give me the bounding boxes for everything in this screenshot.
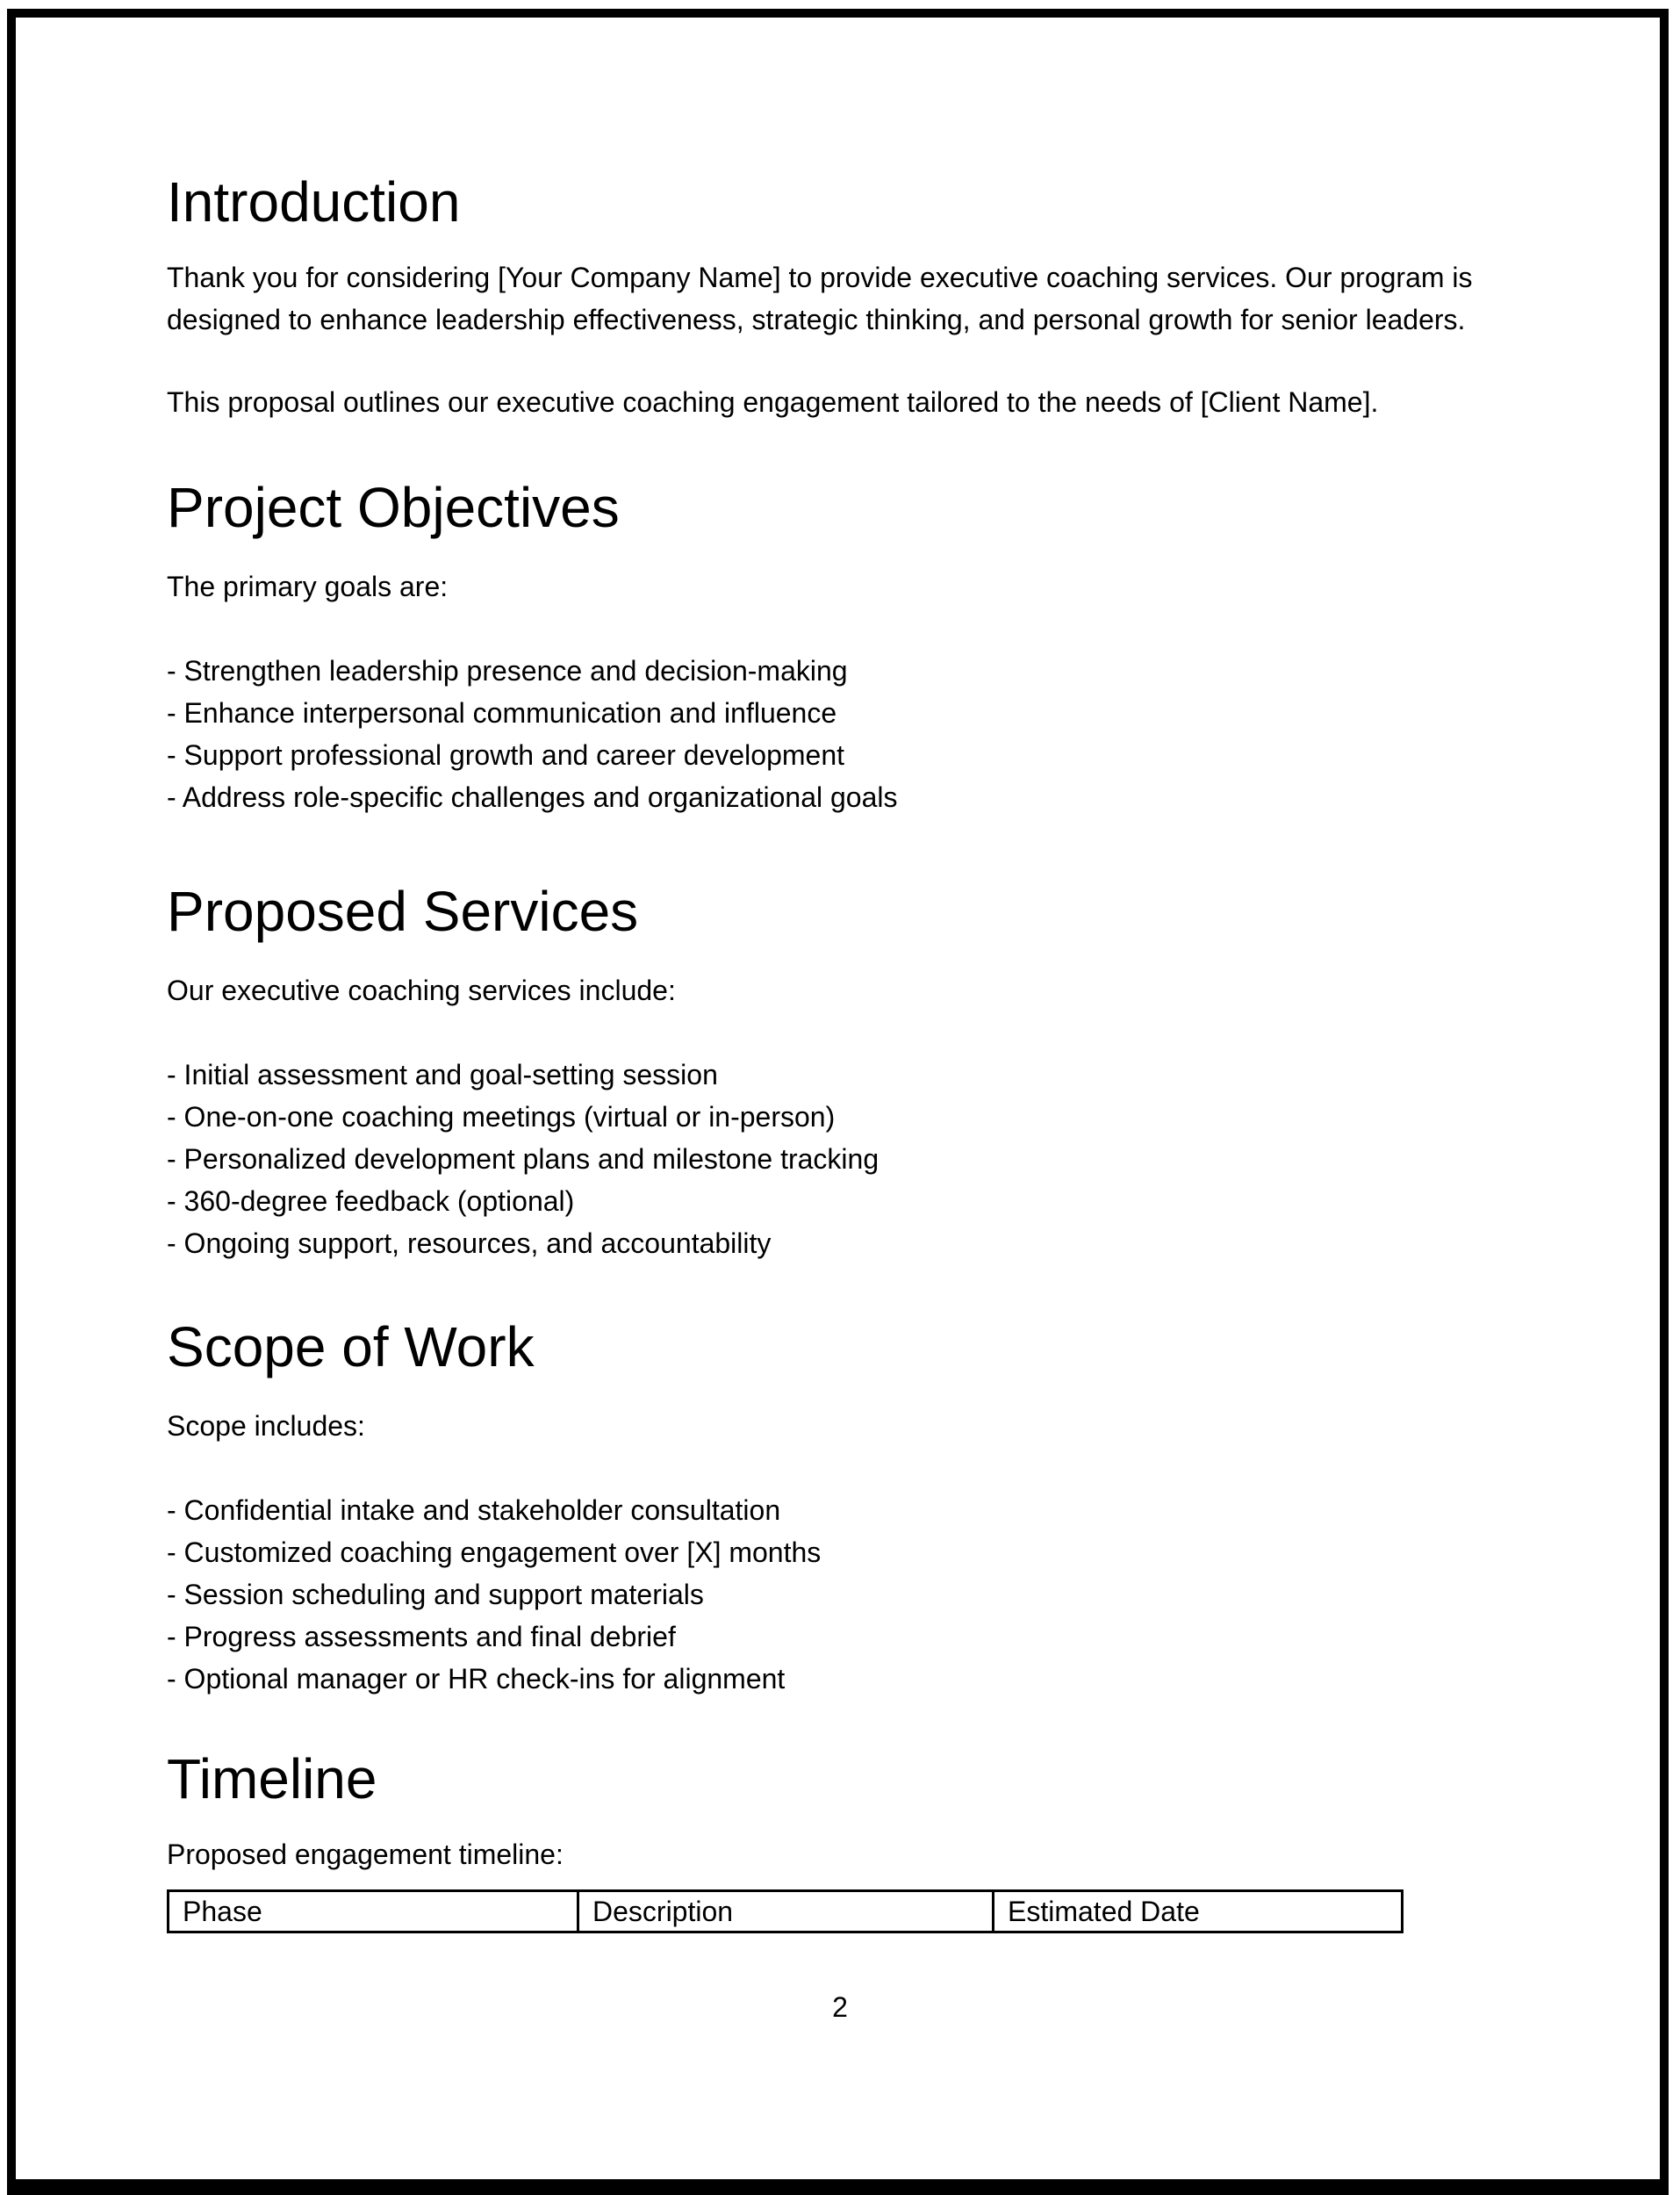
introduction-paragraph-2: This proposal outlines our executive coaching engagement tailored to the needs of [Client Name].: [167, 386, 1379, 418]
section-heading-timeline: Timeline: [167, 1747, 377, 1810]
objectives-list: [167, 650, 1513, 818]
page-number: 2: [832, 1991, 848, 2023]
list-item: - Customized coaching engagement over [X] months: [167, 1536, 822, 1568]
section-heading-scope-of-work: Scope of Work: [167, 1315, 535, 1378]
list-item: - One-on-one coaching meetings (virtual or in-person): [167, 1101, 836, 1133]
timeline-intro-text: Proposed engagement timeline:: [167, 1839, 564, 1870]
document-page: [7, 9, 1669, 2195]
list-item: - Optional manager or HR check-ins for alignment: [167, 1663, 786, 1695]
list-item: - Address role-specific challenges and organizational goals: [167, 781, 898, 813]
scope-list: [167, 1489, 1513, 1700]
objectives-intro-text: The primary goals are:: [167, 571, 449, 602]
list-item: - Strengthen leadership presence and decision-making: [167, 655, 848, 687]
services-list: [167, 1054, 1513, 1264]
list-item: - Support professional growth and career development: [167, 739, 844, 771]
timeline-column-header-estimated-date: Estimated Date: [994, 1891, 1403, 1932]
list-item: - Initial assessment and goal-setting session: [167, 1059, 718, 1090]
section-heading-introduction: Introduction: [167, 170, 461, 234]
list-item: - Progress assessments and final debrief: [167, 1621, 676, 1652]
section-heading-project-objectives: Project Objectives: [167, 476, 620, 539]
introduction-paragraph-1: Thank you for considering [Your Company Name] to provide executive coaching services. Our program is designed to enhance leadership effectiveness, strategic thinking, and personal growth for senior leaders.: [167, 262, 1473, 335]
services-intro-text: Our executive coaching services include:: [167, 975, 676, 1006]
timeline-table: [167, 1889, 1404, 1933]
timeline-table-header-row: [169, 1891, 1403, 1932]
section-heading-proposed-services: Proposed Services: [167, 880, 639, 943]
list-item: - Ongoing support, resources, and accountability: [167, 1227, 772, 1259]
list-item: - Confidential intake and stakeholder consultation: [167, 1494, 781, 1526]
list-item: - Session scheduling and support materials: [167, 1579, 704, 1610]
timeline-column-header-description: Description: [578, 1891, 994, 1932]
list-item: - Enhance interpersonal communication and influence: [167, 697, 837, 729]
page-content: [16, 18, 1660, 2028]
timeline-column-header-phase: Phase: [169, 1891, 578, 1932]
list-item: - Personalized development plans and milestone tracking: [167, 1143, 879, 1175]
list-item: - 360-degree feedback (optional): [167, 1185, 575, 1217]
scope-intro-text: Scope includes:: [167, 1410, 365, 1442]
